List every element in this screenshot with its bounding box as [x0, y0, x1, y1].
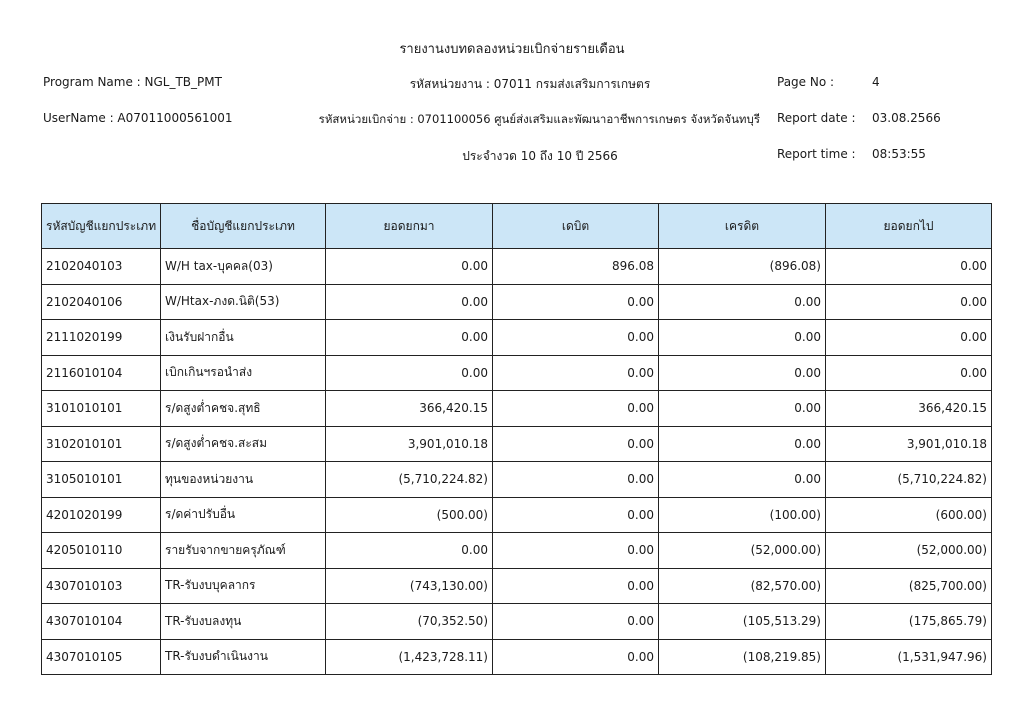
table-row [42, 249, 992, 285]
account-name-cell: W/Htax-ภงด.นิติ(53) [161, 284, 326, 320]
col-header-credit: เครดิต [659, 204, 826, 249]
report-date-label: Report date : [777, 111, 856, 125]
closing-balance-cell: (1,531,947.96) [826, 639, 992, 675]
program-name: Program Name : NGL_TB_PMT [43, 75, 222, 89]
table-row [42, 497, 992, 533]
closing-balance-cell: 0.00 [826, 320, 992, 356]
account-name-cell: ร/ดสูงต่ำคชจ.สุทธิ [161, 391, 326, 427]
closing-balance-cell: (5,710,224.82) [826, 462, 992, 498]
account-code-cell: 3102010101 [42, 426, 161, 462]
col-header-debit: เดบิต [493, 204, 659, 249]
account-code-cell: 4307010104 [42, 604, 161, 640]
credit-cell: (896.08) [659, 249, 826, 285]
account-name-cell: รายรับจากขายครุภัณฑ์ [161, 533, 326, 569]
table-row [42, 568, 992, 604]
credit-cell: 0.00 [659, 426, 826, 462]
report-period: ประจำงวด 10 ถึง 10 ปี 2566 [462, 149, 618, 163]
closing-balance-cell: (52,000.00) [826, 533, 992, 569]
opening-balance-cell: 0.00 [326, 533, 493, 569]
opening-balance-cell: (500.00) [326, 497, 493, 533]
col-header-closing-balance: ยอดยกไป [826, 204, 992, 249]
debit-cell: 896.08 [493, 249, 659, 285]
account-code-cell: 2111020199 [42, 320, 161, 356]
table-row [42, 391, 992, 427]
credit-cell: 0.00 [659, 462, 826, 498]
account-name-cell: ทุนของหน่วยงาน [161, 462, 326, 498]
account-code-cell: 4307010105 [42, 639, 161, 675]
debit-cell: 0.00 [493, 533, 659, 569]
table-row [42, 639, 992, 675]
debit-cell: 0.00 [493, 568, 659, 604]
debit-cell: 0.00 [493, 320, 659, 356]
table-row [42, 462, 992, 498]
debit-cell: 0.00 [493, 391, 659, 427]
debit-cell: 0.00 [493, 604, 659, 640]
credit-cell: (105,513.29) [659, 604, 826, 640]
account-code-cell: 4205010110 [42, 533, 161, 569]
account-name-cell: TR-รับงบลงทุน [161, 604, 326, 640]
credit-cell: (100.00) [659, 497, 826, 533]
opening-balance-cell: 0.00 [326, 249, 493, 285]
opening-balance-cell: 0.00 [326, 320, 493, 356]
opening-balance-cell: 0.00 [326, 284, 493, 320]
report-title: รายงานงบทดลองหน่วยเบิกจ่ายรายเดือน [399, 42, 625, 57]
table-row [42, 533, 992, 569]
closing-balance-cell: (600.00) [826, 497, 992, 533]
dept-code: รหัสหน่วยงาน : 07011 กรมส่งเสริมการเกษตร [409, 77, 651, 91]
account-code-cell: 4307010103 [42, 568, 161, 604]
report-date-value: 03.08.2566 [872, 111, 941, 125]
debit-cell: 0.00 [493, 355, 659, 391]
opening-balance-cell: (70,352.50) [326, 604, 493, 640]
account-code-cell: 3105010101 [42, 462, 161, 498]
report-time-label: Report time : [777, 147, 856, 161]
closing-balance-cell: 3,901,010.18 [826, 426, 992, 462]
col-header-account-name: ชื่อบัญชีแยกประเภท [161, 204, 326, 249]
table-row [42, 355, 992, 391]
table-header-row [42, 204, 992, 249]
table-row [42, 426, 992, 462]
user-name: UserName : A07011000561001 [43, 111, 233, 125]
debit-cell: 0.00 [493, 426, 659, 462]
col-header-opening-balance: ยอดยกมา [326, 204, 493, 249]
opening-balance-cell: 0.00 [326, 355, 493, 391]
opening-balance-cell: 366,420.15 [326, 391, 493, 427]
closing-balance-cell: (825,700.00) [826, 568, 992, 604]
credit-cell: (82,570.00) [659, 568, 826, 604]
account-name-cell: เงินรับฝากอื่น [161, 320, 326, 356]
account-code-cell: 4201020199 [42, 497, 161, 533]
report-time-value: 08:53:55 [872, 147, 926, 161]
account-name-cell: ร/ดค่าปรับอื่น [161, 497, 326, 533]
debit-cell: 0.00 [493, 497, 659, 533]
debit-cell: 0.00 [493, 462, 659, 498]
credit-cell: (108,219.85) [659, 639, 826, 675]
account-name-cell: W/H tax-บุคคล(03) [161, 249, 326, 285]
account-code-cell: 2102040106 [42, 284, 161, 320]
closing-balance-cell: 366,420.15 [826, 391, 992, 427]
opening-balance-cell: (743,130.00) [326, 568, 493, 604]
credit-cell: 0.00 [659, 320, 826, 356]
account-name-cell: TR-รับงบดำเนินงาน [161, 639, 326, 675]
trial-balance-table [41, 203, 992, 675]
account-name-cell: เบิกเกินฯรอนำส่ง [161, 355, 326, 391]
account-name-cell: TR-รับงบบุคลากร [161, 568, 326, 604]
closing-balance-cell: 0.00 [826, 249, 992, 285]
credit-cell: 0.00 [659, 355, 826, 391]
opening-balance-cell: 3,901,010.18 [326, 426, 493, 462]
col-header-account-code: รหัสบัญชีแยกประเภท [42, 204, 161, 249]
opening-balance-cell: (5,710,224.82) [326, 462, 493, 498]
account-code-cell: 2116010104 [42, 355, 161, 391]
debit-cell: 0.00 [493, 284, 659, 320]
closing-balance-cell: (175,865.79) [826, 604, 992, 640]
closing-balance-cell: 0.00 [826, 284, 992, 320]
disburse-unit: รหัสหน่วยเบิกจ่าย : 0701100056 ศูนย์ส่งเสริมและพัฒนาอาชีพการเกษตร จังหวัดจันทบุรี [318, 112, 760, 126]
account-code-cell: 2102040103 [42, 249, 161, 285]
credit-cell: (52,000.00) [659, 533, 826, 569]
page-no-value: 4 [872, 75, 880, 89]
table-row [42, 604, 992, 640]
debit-cell: 0.00 [493, 639, 659, 675]
closing-balance-cell: 0.00 [826, 355, 992, 391]
opening-balance-cell: (1,423,728.11) [326, 639, 493, 675]
account-code-cell: 3101010101 [42, 391, 161, 427]
table-row [42, 284, 992, 320]
credit-cell: 0.00 [659, 391, 826, 427]
page-no-label: Page No : [777, 75, 835, 89]
account-name-cell: ร/ดสูงต่ำคชจ.สะสม [161, 426, 326, 462]
credit-cell: 0.00 [659, 284, 826, 320]
table-row [42, 320, 992, 356]
